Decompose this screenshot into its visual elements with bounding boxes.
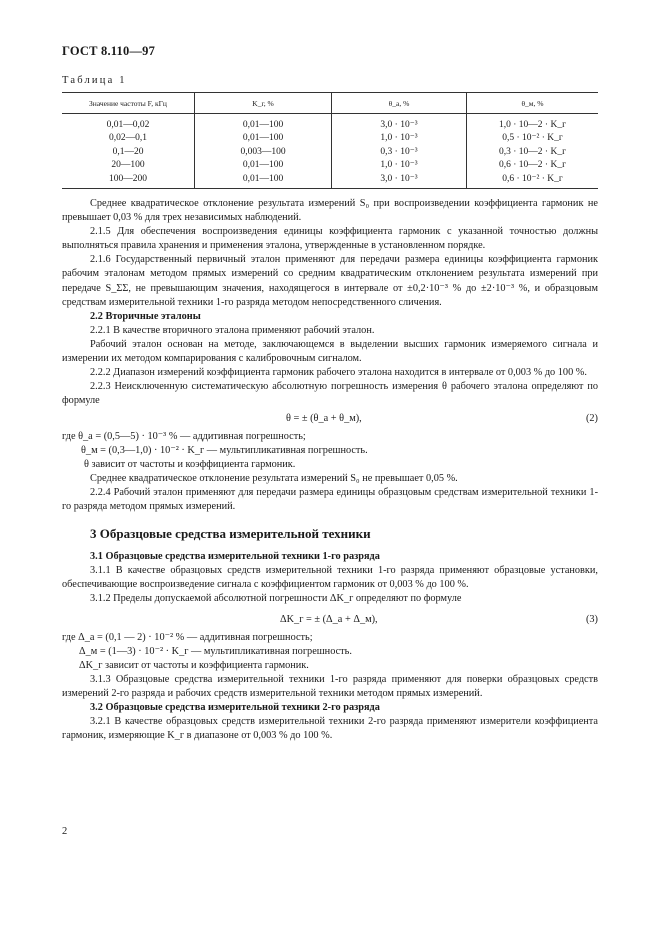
- formula-number: (3): [585, 613, 598, 625]
- table-cell: 0,6 · 10—2 · K_г: [467, 159, 599, 172]
- paragraph: 2.2.2 Диапазон измерений коэффициента гармоник рабочего эталона находится в интервале от 0,003 % до 100 %.: [90, 367, 587, 379]
- table-caption: Таблица 1: [62, 75, 127, 86]
- formula-explanation: ΔK_г зависит от частоты и коэффициента гармоник.: [79, 659, 309, 671]
- page-number: 2: [62, 826, 68, 837]
- formula-explanation: где θ_а = (0,5—5) · 10⁻³ % — аддитивная погрешность;: [62, 430, 306, 442]
- formula-text: ΔK_г = ± (Δ_а + Δ_м),: [280, 613, 378, 625]
- table-header-cell: K_г, %: [195, 93, 332, 114]
- table-cell: 100—200: [62, 173, 195, 189]
- paragraph: 3.1.1 В качестве образцовых средств измерительной техники 1-го разряда применяют образцовые установки, обеспечивающие воспроизведение сигнала с коэффициентом гармоник от 0,003 % до 100 %.: [62, 565, 598, 591]
- subsection-heading: 2.2 Вторичные эталоны: [90, 310, 201, 322]
- table-cell: 0,6 · 10⁻² · K_г: [467, 173, 599, 189]
- table-cell: 1,0 · 10—2 · K_г: [467, 114, 599, 133]
- paragraph: 3.2.1 В качестве образцовых средств измерительной техники 2-го разряда применяют измерители коэффициента гармоник, измеряющие K_г в диапазоне от 0,003 % до 100 %.: [62, 716, 598, 742]
- table-header-cell: θ_а, %: [332, 93, 467, 114]
- document-header: ГОСТ 8.110—97: [62, 44, 156, 58]
- table-cell: 0,01—100: [195, 114, 332, 133]
- table-cell: 0,1—20: [112, 146, 144, 157]
- table-cell: 0,01—100: [195, 173, 332, 189]
- paragraph: 2.1.5 Для обеспечения воспроизведения единицы коэффициента гармоник с указанной точностью должны выполняться правила хранения и применения эталона, утвержденные в установленном порядке.: [62, 226, 598, 252]
- paragraph: Рабочий эталон основан на методе, заключающемся в выделении высших гармоник измеряемого сигнала и измерении их методом компарирования с калибровочным сигналом.: [62, 338, 598, 365]
- table-cell: 1,0 · 10⁻³: [332, 159, 467, 172]
- formula-explanation: где Δ_а = (0,1 — 2) · 10⁻² % — аддитивная погрешность;: [62, 631, 313, 643]
- formula-number: (2): [585, 413, 598, 425]
- formula-2: [62, 412, 598, 426]
- paragraph: 3.1.2 Пределы допускаемой абсолютной погрешности ΔK_г определяют по формуле: [90, 593, 462, 605]
- table-cell: 0,01—0,02: [106, 120, 150, 130]
- formula-explanation: Δ_м = (1—3) · 10⁻² · K_г — мультипликативная погрешность.: [79, 645, 352, 657]
- table-cell: 0,3 · 10—2 · K_г: [467, 146, 599, 159]
- table-row: [62, 132, 598, 145]
- table-cell: 0,3 · 10⁻³: [332, 146, 467, 159]
- paragraph: Среднее квадратическое отклонение результата измерений S₀ не превышает 0,05 %.: [90, 472, 458, 484]
- table-cell: 0,5 · 10⁻² · K_г: [467, 132, 599, 145]
- paragraph: 2.2.3 Неисключенную систематическую абсолютную погрешность измерения θ рабочего эталона определяют по формуле: [62, 381, 598, 407]
- table-row: [62, 146, 598, 159]
- table-header-row: [62, 93, 598, 114]
- paragraph: 2.2.4 Рабочий эталон применяют для передачи размера единицы образцовым средствам измерительной техники 1-го разряда методом прямых измерений.: [62, 486, 598, 512]
- table-cell: 20—100: [111, 160, 145, 171]
- formula-3: [62, 613, 598, 627]
- table-row: [62, 173, 598, 189]
- formula-explanation: θ зависит от частоты и коэффициента гармоник.: [84, 458, 296, 470]
- table-row: [62, 114, 598, 133]
- frequency-table: [62, 92, 598, 189]
- paragraph: 2.2.1 В качестве вторичного эталона применяют рабочий эталон.: [90, 324, 375, 336]
- section-heading: 3 Образцовые средства измерительной техники: [90, 526, 371, 542]
- table-cell: 0,02—0,1: [109, 133, 147, 144]
- paragraph: Среднее квадратическое отклонение результата измерений S₀ при воспроизведении коэффициента гармоник не превышает 0,03 % для трех независимых наблюдений.: [62, 198, 598, 224]
- table-row: [62, 159, 598, 172]
- paragraph: 2.1.6 Государственный первичный эталон применяют для передачи размера единицы коэффициента гармоник рабочим эталонам методом прямых измерений со средним квадратическим отклонением результата измерений при передаче S_ΣΣ, не превышающим значения, находящегося в интервале от ±0,2·10⁻³ % до ±2·10⁻³ %, и образцовым средствам измерительной техники 1-го разряда методом непосредственного сличения.: [62, 254, 598, 308]
- paragraph: 3.1.3 Образцовые средства измерительной техники 1-го разряда применяют для поверки образцовых средств измерений 2-го разряда и рабочих средств измерительной техники методом прямых измерений.: [62, 673, 598, 699]
- table-header-cell: Значение частоты F, кГц: [62, 93, 195, 114]
- table-cell: 3,0 · 10⁻³: [332, 114, 467, 133]
- subsection-heading: 3.1 Образцовые средства измерительной техники 1-го разряда: [90, 551, 380, 563]
- table-cell: 0,01—100: [195, 132, 332, 145]
- table-header-cell: θ_м, %: [467, 93, 599, 114]
- formula-explanation: θ_м = (0,3—1,0) · 10⁻² · K_г — мультипликативная погрешность.: [81, 444, 368, 456]
- subsection-heading: 3.2 Образцовые средства измерительной техники 2-го разряда: [90, 702, 380, 714]
- table-cell: 0,01—100: [195, 159, 332, 172]
- formula-text: θ = ± (θ_а + θ_м),: [286, 413, 362, 425]
- table-cell: 0,003—100: [195, 146, 332, 159]
- table-cell: 3,0 · 10⁻³: [332, 173, 467, 189]
- table-cell: 1,0 · 10⁻³: [332, 132, 467, 145]
- document-body: [62, 197, 598, 743]
